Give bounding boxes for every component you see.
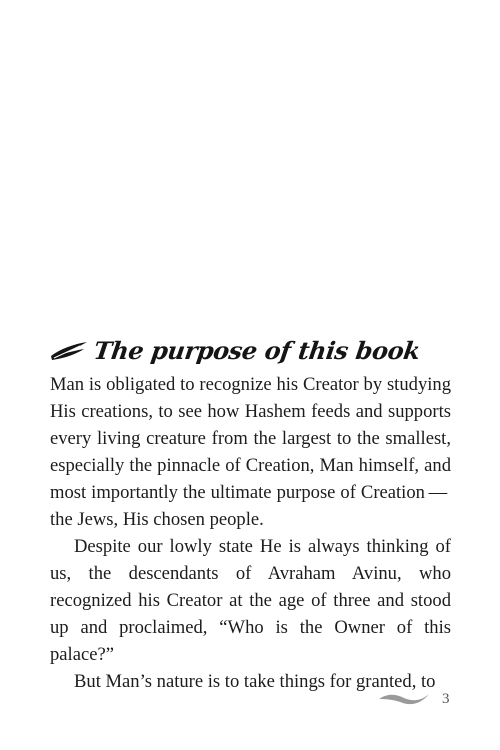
paragraph: Despite our lowly state He is always thinking of us, the descendants of Avraham Avinu, who recognized his Creator at the age of three and stood up and proclaimed, “Who is the Owner of this palace?” bbox=[50, 536, 451, 665]
body-text bbox=[50, 371, 451, 695]
feather-quill-icon bbox=[50, 340, 88, 362]
paragraph: Man is obligated to recognize his Creator by studying His creations, to see how Hashem feeds and supports every living creature from the largest to the smallest, especially the pinnacle of Creation, Man himself, and most importantly the ultimate purpose of Creation — the Jews, His chosen people. bbox=[50, 374, 451, 530]
page-number: 3 bbox=[442, 690, 450, 707]
page-footer bbox=[378, 690, 450, 708]
swash-ornament-icon bbox=[378, 690, 430, 708]
section-title: The purpose of this book bbox=[91, 336, 422, 365]
paragraph: But Man’s nature is to take things for granted, to bbox=[74, 671, 436, 692]
section-heading bbox=[50, 336, 420, 365]
